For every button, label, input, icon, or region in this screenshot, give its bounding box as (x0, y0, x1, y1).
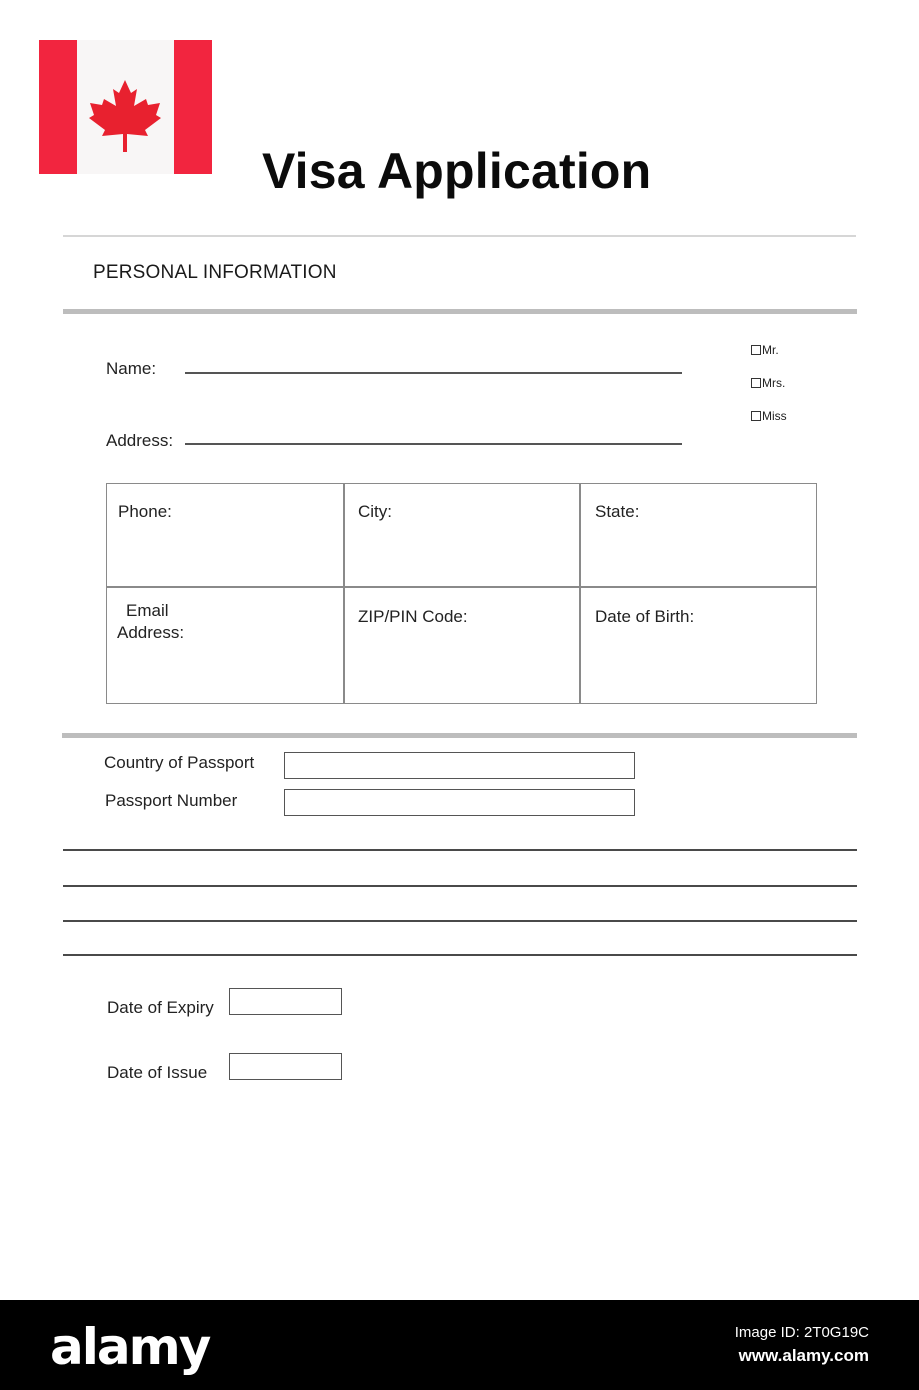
email-label-line-1: Email (126, 601, 169, 620)
alamy-logo: alamy (50, 1318, 210, 1376)
passport-divider (62, 733, 857, 738)
city-cell[interactable] (344, 484, 579, 586)
date-of-issue-label: Date of Issue (107, 1063, 208, 1082)
passport-number-label: Passport Number (105, 791, 238, 810)
dob-cell[interactable] (580, 588, 816, 703)
country-of-passport-input[interactable] (284, 752, 635, 779)
date-of-issue-input[interactable] (229, 1053, 342, 1080)
page-title: Visa Application (262, 143, 652, 199)
contact-grid (106, 483, 817, 704)
address-label: Address: (106, 431, 174, 450)
email-cell[interactable] (107, 588, 343, 703)
website-link[interactable]: www.alamy.com (738, 1346, 869, 1365)
writing-line-3[interactable] (63, 920, 857, 922)
state-label: State: (595, 502, 640, 521)
date-of-expiry-label: Date of Expiry (107, 998, 214, 1017)
zip-cell[interactable] (344, 588, 579, 703)
checkbox-mr[interactable] (751, 345, 761, 355)
salutation-miss[interactable] (751, 409, 787, 423)
address-field[interactable] (185, 443, 682, 445)
image-id: Image ID: 2T0G19C (734, 1324, 869, 1341)
phone-label: Phone: (118, 502, 172, 521)
checkbox-mrs[interactable] (751, 378, 761, 388)
phone-cell[interactable] (107, 484, 343, 586)
name-field[interactable] (185, 372, 682, 374)
canada-flag-icon (39, 40, 212, 174)
country-of-passport-label: Country of Passport (104, 753, 255, 772)
state-cell[interactable] (580, 484, 816, 586)
salutation-miss-label: Miss (762, 409, 787, 423)
writing-line-1[interactable] (63, 849, 857, 851)
passport-number-input[interactable] (284, 789, 635, 816)
salutation-mr-label: Mr. (762, 343, 779, 357)
email-label-line-2: Address: (117, 623, 185, 642)
name-label: Name: (106, 359, 157, 378)
salutation-mr[interactable] (751, 343, 779, 357)
section-title-personal: PERSONAL INFORMATION (93, 262, 337, 283)
dob-label: Date of Birth: (595, 607, 695, 626)
date-of-expiry-input[interactable] (229, 988, 342, 1015)
checkbox-miss[interactable] (751, 411, 761, 421)
zip-label: ZIP/PIN Code: (358, 607, 468, 626)
salutation-mrs-label: Mrs. (762, 376, 786, 390)
header-divider (63, 235, 856, 237)
writing-line-4[interactable] (63, 954, 857, 956)
salutation-mrs[interactable] (751, 376, 785, 390)
flag-left-band (39, 40, 77, 174)
flag-right-band (174, 40, 212, 174)
writing-line-2[interactable] (63, 885, 857, 887)
city-label: City: (358, 502, 392, 521)
section-divider (63, 309, 857, 314)
